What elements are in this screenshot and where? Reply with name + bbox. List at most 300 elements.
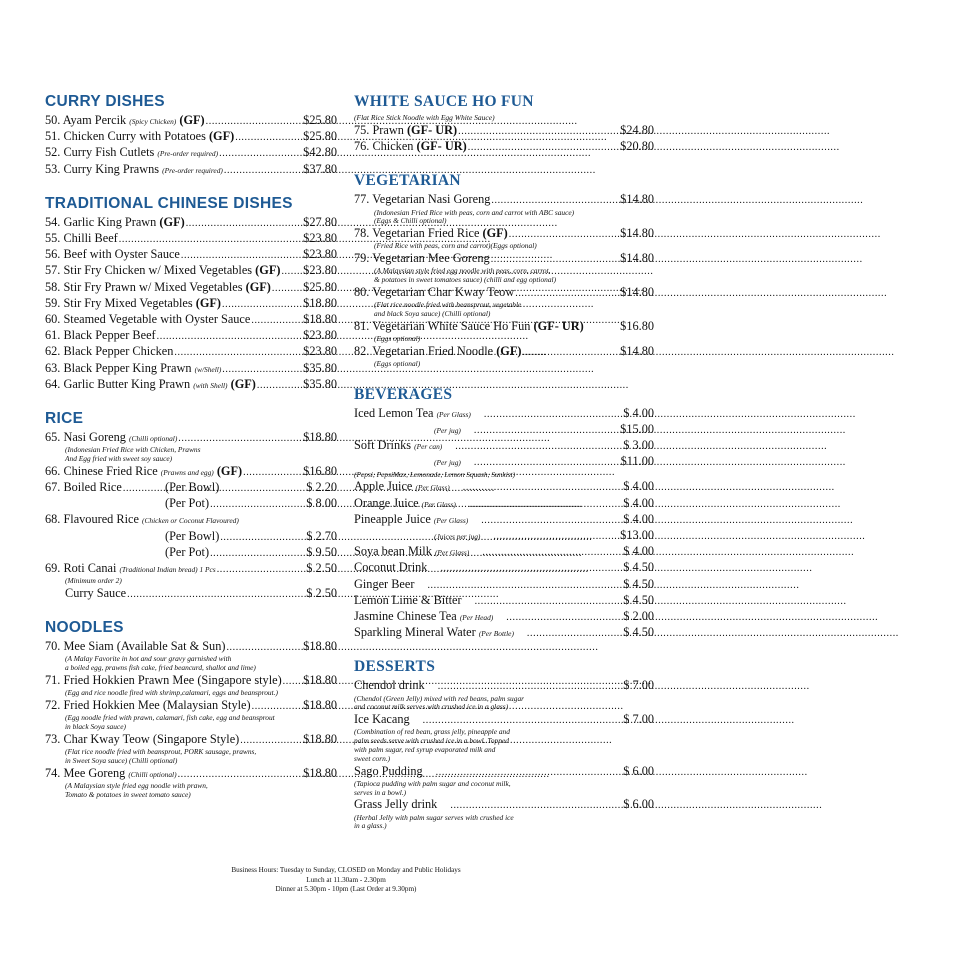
menu-item-row [354, 577, 654, 593]
menu-item-row [354, 422, 654, 438]
menu-item-name [354, 560, 427, 575]
dot-leader [480, 513, 623, 528]
menu-item [45, 480, 337, 496]
item-name-text: Ice Kacang [354, 712, 410, 727]
gluten-free-tag: (GF- UR) [406, 123, 458, 137]
section-title: TRADITIONAL CHINESE DISHES [45, 194, 293, 212]
menu-item [45, 361, 337, 377]
menu-item-name [354, 712, 410, 727]
item-name-text: 57. Stir Fry Chicken w/ Mixed Vegetables [45, 263, 253, 278]
section-note: (Flat Rice Stick Noodle with Egg White Sauce) [354, 113, 495, 122]
dot-leader [473, 423, 620, 438]
item-description: palm seeds serve with crushed ice in a bowl. Topped [354, 736, 509, 746]
item-price: $23.80 [303, 263, 337, 278]
menu-item-row [45, 162, 337, 178]
item-price: $14.80 [620, 226, 654, 241]
item-note: (Per Glass) [415, 483, 450, 493]
menu-item-row [354, 192, 654, 208]
menu-item-name [45, 512, 239, 528]
menu-section-curry [45, 92, 337, 178]
menu-item [354, 560, 654, 576]
dot-leader [439, 561, 623, 576]
menu-item-row [354, 454, 654, 470]
menu-item-name [45, 586, 126, 601]
menu-item-row [45, 430, 337, 446]
menu-item [45, 496, 337, 512]
menu-item [354, 577, 654, 593]
section-title: RICE [45, 410, 84, 428]
item-description: and coconut milk serves with crushed ice in a glass) [354, 702, 509, 712]
dot-leader [454, 439, 623, 454]
menu-item-row [45, 732, 337, 748]
item-price: $25.80 [303, 279, 337, 294]
menu-item [45, 162, 337, 178]
menu-item-name [354, 438, 442, 454]
item-price: $23.80 [303, 247, 337, 262]
item-name-text: Jasmine Chinese Tea [354, 609, 457, 624]
dot-leader [514, 286, 620, 301]
dot-leader [219, 530, 306, 545]
menu-item [354, 512, 654, 528]
menu-item-row [45, 673, 337, 689]
dot-leader [180, 248, 303, 263]
menu-section-beverages [354, 385, 654, 642]
menu-item-row [45, 280, 337, 296]
item-description: (Indonesian Fried Rice with peas, corn and carrot with ABC sauce) [374, 207, 575, 217]
item-name-text: 71. Fried Hokkien Prawn Mee (Singapore style) [45, 673, 282, 688]
item-note: (Per can) [414, 442, 443, 452]
item-price: $20.80 [620, 139, 654, 154]
menu-item [45, 231, 337, 247]
item-name-text: 54. Garlic King Prawn [45, 214, 157, 229]
dot-leader [156, 329, 304, 344]
menu-item-row [354, 226, 654, 242]
item-price: $ 4.50 [623, 592, 654, 607]
item-name-text: 50. Ayam Percik [45, 113, 127, 127]
menu-item [45, 639, 337, 673]
dot-leader [216, 562, 307, 577]
item-note: (Pre-order required) [162, 165, 223, 175]
menu-item [45, 296, 337, 312]
item-note: (Per Glass) [433, 515, 469, 525]
item-description: serves in a bowl.) [354, 787, 407, 797]
menu-item-name [45, 263, 280, 278]
item-price: $ 2.50 [306, 561, 337, 576]
menu-item-name [354, 577, 414, 592]
dot-leader [250, 313, 303, 328]
item-price: $27.80 [303, 214, 337, 229]
menu-item [354, 319, 654, 344]
menu-item-name [45, 732, 239, 747]
section-title: CURRY DISHES [45, 93, 165, 110]
menu-item-row [45, 766, 337, 782]
menu-item-row [45, 328, 337, 344]
item-price: $ 2.70 [306, 528, 337, 543]
footer-line-2: Lunch at 11.30am - 2.30pm [306, 875, 386, 884]
section-title: NOODLES [45, 619, 124, 637]
menu-item [45, 328, 337, 344]
item-name-text: 58. Stir Fry Prawn w/ Mixed Vegetables [45, 279, 243, 294]
menu-item [45, 344, 337, 360]
dot-leader [223, 163, 303, 178]
item-name-text: Grass Jelly drink [354, 797, 438, 812]
item-name-text: Sparkling Mineral Water [354, 625, 476, 640]
menu-item-name [45, 545, 209, 560]
item-description: (Combination of red bean, grass jelly, pineapple and [354, 727, 510, 737]
dot-leader [483, 407, 623, 422]
menu-item-row [354, 139, 654, 155]
menu-item [45, 732, 337, 766]
item-description: (Egg noodle fried with prawn, calamari, fish cake, egg and beansprout [65, 713, 275, 723]
portion-size: (Per Pot) [165, 496, 210, 511]
item-note: (Per Glass) [434, 548, 470, 558]
menu-item-row [45, 561, 337, 577]
item-price: $14.80 [620, 192, 654, 207]
item-name-text: 79. Vegetarian Mee Goreng [354, 251, 490, 266]
menu-item-name [45, 766, 177, 782]
dot-leader [177, 767, 304, 782]
menu-item [354, 625, 654, 641]
menu-item-name [354, 593, 462, 608]
menu-item [45, 263, 337, 279]
item-price: $23.80 [303, 231, 337, 246]
menu-item-row [354, 625, 654, 641]
menu-item [45, 113, 337, 129]
menu-item [45, 698, 337, 732]
menu-item-row [354, 544, 654, 560]
item-description: (A Malaysian style fried egg noodle with prawn, [65, 780, 208, 790]
item-price: $ 2.20 [306, 480, 337, 495]
menu-item [45, 430, 337, 464]
item-name-text: 67. Boiled Rice [45, 480, 122, 495]
menu-item-name [45, 129, 234, 144]
item-name-text: 74. Mee Goreng [45, 765, 126, 780]
dot-leader [118, 232, 303, 247]
dot-leader [490, 193, 620, 208]
item-price: $ 4.00 [623, 479, 654, 494]
item-price: $18.80 [303, 673, 337, 688]
menu-item-row [354, 479, 654, 495]
item-note: (Per Glass) [421, 499, 456, 509]
section-title: VEGETARIAN [354, 172, 461, 190]
dot-leader [481, 545, 623, 560]
menu-item-name [354, 479, 450, 495]
item-name-text: Apple Juice [354, 479, 413, 494]
menu-item-row [354, 319, 654, 335]
menu-item [45, 145, 337, 161]
item-name-text: 70. Mee Siam (Available Sat & Sun) [45, 639, 226, 654]
item-name-text: 64. Garlic Butter King Prawn [45, 376, 191, 391]
item-description: (Tapioca pudding with palm sugar and coconut milk, [354, 778, 511, 788]
menu-item-row [45, 377, 337, 393]
item-description: (A Malay Favorite in hot and sour gravy garnished with [65, 654, 232, 664]
item-note: (Prawns and egg) [160, 467, 214, 477]
menu-item-row [354, 251, 654, 267]
gluten-free-tag: (GF) [179, 113, 205, 127]
item-price: $18.80 [303, 731, 337, 746]
menu-item [45, 586, 337, 602]
menu-item [354, 285, 654, 319]
menu-item-name [45, 145, 218, 161]
item-description: (Fried Rice with peas, corn and carrot)(Eggs optional) [374, 241, 537, 251]
menu-item-name [45, 639, 225, 654]
item-price: $ 8.00 [306, 496, 337, 511]
item-price: $ 4.00 [623, 511, 654, 526]
menu-item [354, 496, 654, 512]
item-price: $15.00 [620, 422, 654, 436]
item-price: $23.80 [303, 344, 337, 359]
item-price: $ 4.50 [623, 576, 654, 591]
dot-leader [218, 146, 303, 161]
item-price: $18.80 [303, 430, 337, 445]
item-description: (Eggs & Chilli optional) [374, 216, 447, 226]
gluten-free-tag: (GF) [216, 463, 243, 478]
item-name-text: 51. Chicken Curry with Potatoes [45, 129, 206, 144]
menu-item-name [354, 406, 471, 422]
item-name-text: 59. Stir Fry Mixed Vegetables [45, 295, 193, 310]
item-description: in a glass.) [354, 821, 387, 831]
menu-item-row [45, 496, 337, 512]
item-name-text: 72. Fried Hokkien Mee (Malaysian Style) [45, 698, 251, 713]
dot-leader [225, 640, 303, 655]
menu-item-row [45, 545, 337, 561]
menu-item-name [45, 496, 209, 511]
item-name-text: Lemon Lime & Bitter [354, 592, 462, 607]
menu-item-row [45, 464, 337, 480]
menu-item [354, 454, 654, 479]
item-price: $ 4.00 [623, 405, 654, 420]
menu-item-row [354, 528, 654, 544]
item-name-text: 55. Chilli Beef [45, 231, 118, 246]
item-price: $42.80 [303, 145, 337, 160]
item-price: $ 6.00 [623, 797, 654, 812]
dot-leader [280, 264, 303, 279]
menu-item-row [45, 145, 337, 161]
menu-item [354, 544, 654, 560]
item-note: (Chilli optional) [128, 769, 177, 779]
menu-item-name [45, 480, 220, 495]
item-description: (Pepsi, PepsiMax, Lemonade, Lemon Squash, Sunkist) [354, 469, 516, 479]
menu-item-name [45, 361, 221, 377]
menu-item [45, 545, 337, 561]
menu-item-row [354, 512, 654, 528]
item-name-text: 56. Beef with Oyster Sauce [45, 247, 180, 262]
menu-item-row [45, 296, 337, 312]
dot-leader [449, 798, 623, 813]
dot-leader [490, 252, 620, 267]
item-price: $ 2.00 [623, 609, 654, 624]
item-note: (Pre-order required) [157, 149, 219, 159]
item-name-text: 76. Chicken [354, 139, 414, 154]
menu-item-row [354, 764, 654, 780]
item-price: $11.00 [620, 454, 654, 469]
menu-item-name [45, 312, 250, 327]
item-description: (Minimum order 2) [65, 576, 122, 586]
item-description: (Flat rice noodle fried with beansprout, vegetable [374, 300, 522, 310]
menu-item [45, 561, 337, 586]
item-description: (Egg and rice noodle fired with shrimp,calamari, eggs and beansprout.) [65, 688, 278, 698]
item-price: $ 4.50 [623, 560, 654, 575]
item-name-text: Soft Drinks [354, 438, 412, 453]
menu-item-name [45, 296, 221, 311]
item-description: with palm sugar, red syrup evaporated milk and [354, 745, 496, 755]
item-name-text: 82. Vegetarian Fried Noodle [354, 343, 494, 358]
menu-item-name [45, 247, 180, 262]
menu-item-name [354, 625, 514, 641]
menu-item-name [45, 113, 205, 129]
section-title: BEVERAGES [354, 385, 453, 403]
item-note: (Traditional Indian bread) 1 Pcs [119, 565, 216, 575]
item-description: sweet corn.) [354, 753, 391, 763]
menu-item [45, 312, 337, 328]
menu-item-name [354, 251, 490, 266]
item-note: (Chicken or Coconut Flavoured) [142, 516, 239, 526]
menu-item [45, 529, 337, 545]
menu-item [354, 438, 654, 454]
menu-item [354, 712, 654, 763]
menu-item-name [354, 454, 461, 470]
item-note: (Spicy Chicken) [129, 117, 177, 126]
item-description: (Indonesian Fried Rice with Chicken, Prawns [65, 445, 201, 455]
menu-item [45, 215, 337, 231]
menu-section-rice [45, 409, 337, 602]
menu-item [354, 139, 654, 155]
gluten-free-tag: (GF) [482, 226, 508, 241]
item-description: (Herbal Jelly with palm sugar serves with crushed ice [354, 812, 514, 822]
section-title: WHITE SAUCE HO FUN [354, 93, 534, 110]
gluten-free-tag: (GF) [255, 263, 281, 278]
dot-leader [177, 431, 303, 446]
gluten-free-tag: (GF) [208, 129, 235, 144]
menu-section-desserts [354, 657, 654, 831]
dot-leader [505, 610, 623, 625]
menu-item-row [354, 712, 654, 728]
dot-leader [473, 455, 621, 470]
menu-item-row [45, 529, 337, 545]
item-name-text: 73. Char Kway Teow (Singapore Style) [45, 731, 240, 746]
item-price: $ 7.00 [623, 678, 654, 693]
menu-item [354, 422, 654, 438]
menu-item-row [45, 639, 337, 655]
item-price: $35.80 [303, 360, 337, 375]
item-name-text: Coconut Drink [354, 560, 428, 575]
dot-leader [468, 497, 623, 512]
business-hours [0, 866, 692, 895]
item-note: (Per Glass) [436, 409, 471, 419]
menu-item [354, 479, 654, 495]
menu-item-name [354, 496, 456, 512]
item-description: (Eggs optional) [374, 334, 421, 343]
menu-item [45, 464, 337, 480]
item-name-text: 65. Nasi Goreng [45, 430, 126, 445]
item-note: (Per Head) [459, 613, 494, 623]
menu-item-name [45, 344, 173, 359]
item-description: and black Soya sauce) (Chilli optional) [374, 309, 491, 318]
item-name-text: 62. Black Pepper Chicken [45, 344, 174, 359]
menu-item-row [45, 586, 337, 602]
menu-item [45, 129, 337, 145]
dot-leader [508, 227, 620, 242]
menu-item-name [45, 162, 223, 178]
menu-section-ho-fun [354, 92, 654, 155]
item-name-text: 80. Vegetarian Char Kway Teow [354, 285, 515, 299]
dot-leader [221, 297, 303, 312]
dot-leader [271, 281, 303, 296]
menu-item-name [45, 231, 118, 246]
menu-item [354, 678, 654, 712]
menu-item-row [45, 698, 337, 714]
menu-item-name [45, 280, 271, 295]
item-price: $ 9.50 [306, 544, 337, 559]
item-name-text: Ginger Beer [354, 576, 415, 591]
menu-item-name [354, 422, 461, 438]
menu-item-row [354, 797, 654, 813]
item-description: (A Malaysian style fried egg noodle with peas, corn, carrot, [374, 266, 551, 276]
item-price: $16.80 [620, 318, 654, 333]
dot-leader [422, 713, 624, 728]
item-name-text: 77. Vegetarian Nasi Goreng [354, 192, 491, 207]
menu-item-name [354, 528, 480, 544]
item-price: $13.00 [620, 528, 654, 543]
item-note: (Per Bottle) [478, 629, 514, 639]
menu-item-name [45, 215, 185, 230]
menu-item-row [45, 480, 337, 496]
menu-item [354, 344, 654, 369]
menu-item-name [45, 561, 216, 577]
item-name-text: Soya bean Milk [354, 544, 432, 559]
menu-item-name [354, 319, 584, 334]
menu-item [354, 226, 654, 251]
menu-item-row [354, 344, 654, 360]
item-description: in Sweet Soya sauce) (Chilli optional) [65, 755, 178, 765]
item-description: in black Soya sauce) [65, 722, 126, 732]
item-name-text: 75. Prawn [354, 123, 404, 137]
item-price: $14.80 [620, 343, 654, 358]
menu-item [354, 797, 654, 831]
menu-item-name [354, 285, 514, 300]
item-note: (with Shell) [193, 380, 228, 390]
portion-size: (Per Pot) [165, 544, 210, 559]
menu-item-row [45, 247, 337, 263]
menu-item-name [45, 464, 242, 480]
menu-item-row [354, 609, 654, 625]
menu-item [45, 377, 337, 393]
item-name-text: Sago Pudding [354, 763, 423, 778]
item-name-text: 61. Black Pepper Beef [45, 328, 156, 343]
menu-item-name [354, 797, 437, 812]
dot-leader [256, 378, 303, 393]
menu-item [354, 123, 654, 139]
menu-section-vegetarian [354, 171, 654, 368]
menu-item-row [45, 129, 337, 145]
item-name-text: Pineapple Juice [354, 511, 431, 526]
menu-item-name [354, 544, 469, 560]
item-price: $18.80 [303, 765, 337, 780]
right-column [354, 92, 654, 847]
gluten-free-tag: (GF) [245, 279, 271, 294]
dot-leader [221, 362, 303, 377]
menu-item [45, 673, 337, 698]
menu-item-name [45, 430, 177, 446]
menu-item-row [45, 344, 337, 360]
dot-leader [234, 130, 303, 145]
item-price: $24.80 [620, 123, 654, 137]
menu-section-chinese [45, 194, 337, 393]
portion-size: (Per jug) [434, 426, 461, 435]
menu-item-name [45, 328, 156, 343]
gluten-free-tag: (GF- UR) [416, 139, 467, 154]
gluten-free-tag: (GF) [230, 376, 256, 391]
